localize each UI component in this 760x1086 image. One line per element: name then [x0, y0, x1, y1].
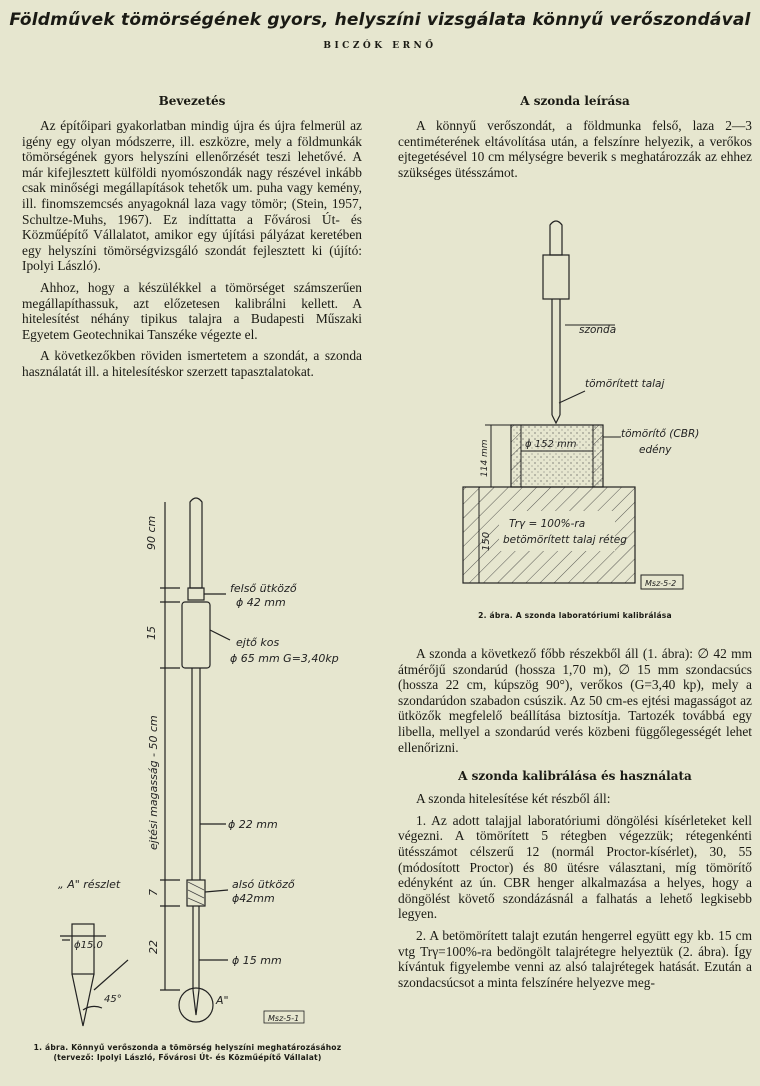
fig1-code: Msz-5-1	[268, 1014, 300, 1023]
right-column-top	[398, 94, 752, 186]
hammer-spec: ϕ 65 mm G=3,40kp	[230, 652, 339, 665]
layer-label-2: betömörített talaj réteg	[503, 534, 627, 546]
section-heading-calibration: A szonda kalibrálása és használata	[458, 769, 692, 784]
upper-stop-diameter: ϕ 42 mm	[236, 596, 286, 609]
height-114-label: 114 mm	[480, 439, 490, 477]
figure-2-calibration-drawing	[455, 215, 717, 605]
lower-stop-label: alsó ütköző	[232, 878, 295, 891]
rod-diameter-label: ϕ 22 mm	[228, 818, 278, 831]
figure-1-caption-line-2: (tervező: Ipolyi László, Fővárosi Út- és Közműépítő Vállalat)	[53, 1053, 322, 1062]
dim-top-label: 90 cm	[145, 515, 158, 550]
detail-a-label: „ A" részlet	[58, 878, 121, 891]
hammer-label: ejtő kos	[236, 636, 280, 649]
dim-22-label: 22	[147, 940, 160, 954]
drop-height-label: ejtési magasság - 50 cm	[147, 715, 160, 850]
figure-1-probe-drawing	[30, 490, 375, 1035]
fig2-code: Msz-5-2	[645, 579, 677, 588]
height-150-label: 150	[481, 531, 492, 551]
compacted-soil-label: tömörített talaj	[585, 378, 665, 390]
intro-paragraph-2: Ahhoz, hogy a készülékkel a tömörséget számszerűen megállapíthassuk, azt előzetesen kalibrálni kellett. A hitelesítést néhány tipikus talajra a Budapesti Műszaki Egyetem Geotechnikai Tanszéke végezte el.	[22, 279, 362, 342]
section-heading-description: A szonda leírása	[520, 94, 630, 108]
author: BICZÓK ERNŐ	[323, 41, 437, 51]
intro-paragraph-3: A következőkben röviden ismertetem a szondát, a szonda használatát ill. a hitelesítéskor szerzett tapasztalatokat.	[22, 348, 362, 379]
mould-label-2: edény	[639, 444, 672, 456]
tip-diameter-label: ϕ 15 mm	[232, 954, 282, 967]
left-column	[22, 94, 362, 386]
figure-2-caption: 2. ábra. A szonda laboratóriumi kalibrálása	[478, 611, 672, 620]
detail-phi15-label: ϕ15,0	[74, 940, 103, 951]
description-paragraph: A könnyű verőszondát, a földmunka felső, laza 2—3 centiméterének eltávolítása után, a felszínre helyezik, a verőkos ejtegetésével 10 cm mélységre beverik s meghatározzák az ehhez szükséges ütésszámot.	[398, 118, 752, 180]
right-column-bottom	[398, 646, 752, 996]
parts-paragraph: A szonda a következő főbb részekből áll (1. ábra): ∅ 42 mm átmérőjű szondarúd (hossza 1,70 m), ∅ 15 mm szondacsúcs (hossza 22 cm, kúpszög 90°), verőkos (G=3,40 kp), mely a szondarúdon szabadon csúszik. Az 50 cm-es ejtési magasságot az ütközők megfelelő beállítása biztosítja. Tartozék továbbá egy libella, mellyel a szondarúd verés közbeni függőlegességét lehet ellenőrizni.	[398, 646, 752, 755]
layer-label-1: Trγ = 100%-ra	[509, 518, 586, 530]
upper-stop-label: felső ütköző	[230, 582, 297, 595]
lower-stop-diameter: ϕ42mm	[232, 892, 275, 905]
dim-15-label: 15	[145, 626, 158, 640]
probe-label: szonda	[579, 324, 617, 336]
calibration-intro: A szonda hitelesítése két részből áll:	[416, 791, 611, 807]
calibration-step-1: 1. Az adott talajjal laboratóriumi döngölési kísérleteket kell végezni. A tömörített 5 rétegben végezzük; rétegenkénti ütésszámot célszerű 12 (normál Proctor-kísérlet), 30, 55 (módosított Proctor) és 80 ütésre választani, míg tömörítő edényként az ún. CBR henger alkalmazása a helyes, hogy a döngölést követő szondázásnál a falhatás a lehető legkisebb legyen.	[398, 812, 752, 922]
figure-1-caption-line-1: 1. ábra. Könnyű verőszonda a tömörség helyszíni meghatározásához	[33, 1043, 342, 1052]
mould-label: tömörítő (CBR)	[621, 428, 700, 440]
diameter-label: ϕ 152 mm	[525, 439, 577, 450]
article-title: Földművek tömörségének gyors, helyszíni vizsgálata könnyű verőszondával	[9, 10, 751, 30]
angle-label: 45°	[104, 994, 122, 1005]
section-heading-intro: Bevezetés	[158, 94, 226, 108]
calibration-step-2: 2. A betömörített talajt ezután hengerrel együtt egy kb. 15 cm vtg Trγ=100%-ra bedöngölt talajrétegre helyeztük (2. ábra). Így kívántuk figyelembe venni az alsó talajrétegek hatását. Ezután a szondacsúcsot a minta felszínére helyezve meg-	[398, 927, 752, 990]
intro-paragraph-1: Az építőipari gyakorlatban mindig újra és újra felmerül az igény egy olyan módszerre, ill. eszközre, mely a földmunkák tömörségének gyors helyszíni ellenőrzését teszi lehetővé. A már kifejlesztett külföldi nyomószondák nagy részével inkább csak minőségi megállapítások tehetők um. puha vagy kemény, ill. finomszemcsés anyagoknál laza vagy tömör; (Stein, 1957, Schultze-Muhs, 1967). Ez indíttatta a Fővárosi Út- és Közműépítő Vállalatot, amikor egy újítási pályázat keretében egy helyszíni tömörségvizsgáló szondát fejlesztett ki (újító: Ipolyi László).	[22, 118, 362, 274]
dim-7-label: 7	[147, 889, 160, 896]
a-mark-label: A"	[216, 994, 229, 1007]
figure-1-caption	[10, 1043, 365, 1063]
